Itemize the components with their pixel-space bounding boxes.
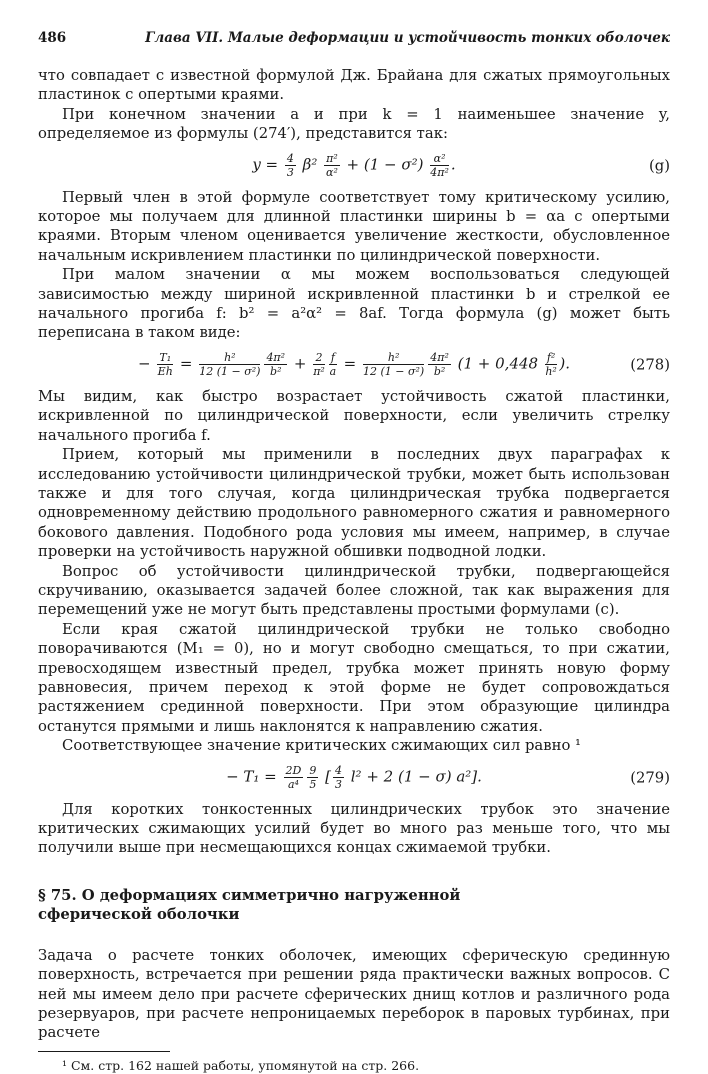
section-heading-line-2: сферической оболочки	[38, 905, 240, 923]
equation-278	[38, 343, 670, 387]
paragraph-6: Прием, который мы применили в последних двух параграфах к исследованию устойчивости цилиндрической трубки, может быть использован также и для того случая, когда цилиндрическая трубка подвергается одновременному действию продольного равномерного сжатия и равномерного бокового давления. Подобного рода условия мы имеем, например, в случае проверки на устойчивость наружной обшивки подводной лодки.	[38, 446, 670, 561]
equation-278-body: − $\frac{\text{T₁}}{Eh}$ = $\frac{\text{h²}}{\text{12 (1 − σ²)}}$ $\frac{\text{4π²}}{\text{b²}}$ + $\frac{2}{\text{π²}}$ $\frac{f}{a}$ = $\frac{\text{h²}}{\text{12 (1 − σ²)}}$ $\frac{\text{4π²}}{\text{b²}}$ (1 + 0,448 $\frac{\text{f²}}{\text{h²}}$ ).	[138, 351, 570, 379]
section-heading-line-1: § 75. О деформациях симметрично нагруженной	[38, 886, 461, 904]
page	[38, 30, 670, 1074]
equation-278-tag: (278)	[630, 356, 670, 374]
equation-279-body: − T₁ = $\frac{2D}{\text{a⁴}}$ $\frac{9}{5}$ [ $\frac{4}{3}$ l² + 2 (1 − σ) a²].	[226, 764, 482, 792]
paragraph-3: Первый член в этой формуле соответствует тому критическому усилию, которое мы получаем для длинной пластинки ширины b = αa с опертыми краями. Вторым членом оценивается увеличение жесткости, обусловленное начальным искривлением пластинки по цилиндрической поверхности.	[38, 188, 670, 264]
equation-g-tag: (g)	[648, 157, 670, 175]
paragraph-2: При конечном значении a и при k = 1 наименьшее значение y, определяемое из формулы (274′), представится так:	[38, 105, 670, 143]
paragraph-1: что совпадает с известной формулой Дж. Брайана для сжатых прямоугольных пластинок с опертыми краями.	[38, 67, 670, 104]
paragraph-9: Соответствующее значение критических сжимающих сил равно ¹	[62, 737, 581, 755]
paragraph-11: Задача о расчете тонких оболочек, имеющих сферическую срединную поверхность, встречается при решении ряда практически важных вопросов. С ней мы имеем дело при расчете сферических днищ котлов и различного рода резервуаров, при расчете непроницаемых переборок в паровых турбинах, при расчете	[38, 946, 670, 1042]
running-title: Глава VII. Малые деформации и устойчивость тонких оболочек	[145, 30, 670, 46]
paragraph-7: Вопрос об устойчивости цилиндрической трубки, подвергающейся скручиванию, оказывается задачей более сложной, так как выражения для перемещений уже не могут быть представлены простыми формулами (c).	[38, 562, 670, 619]
paragraph-4: При малом значении α мы можем воспользоваться следующей зависимостью между шириной искривленной пластинки b и стрелкой ее начального прогиба f: b² = a²α² = 8af. Тогда формула (g) может быть переписана в таком виде:	[38, 266, 670, 342]
equation-g-body: y = $\frac{4}{3}$ β² $\frac{\text{π²}}{\text{α²}}$ + (1 − σ²) $\frac{\text{α²}}{\text{4π²}}$ .	[252, 152, 456, 180]
equation-279	[38, 756, 670, 800]
paragraph-8: Если края сжатой цилиндрической трубки не только свободно поворачиваются (M₁ = 0), но и могут свободно смещаться, то при сжатии, превосходящем известный предел, трубка может принять новую форму равновесия, причем переход к этой форме не будет сопровождаться растяжением срединной поверхности. При этом образующие цилиндра останутся прямыми и лишь наклонятся к направлению сжатия.	[38, 620, 670, 735]
equation-279-tag: (279)	[630, 769, 670, 787]
footnote: ¹ См. стр. 162 нашей работы, упомянутой на стр. 266.	[62, 1057, 420, 1073]
paragraph-5: Мы видим, как быстро возрастает устойчивость сжатой пластинки, искривленной по цилиндрической поверхности, если увеличить стрелку начального прогиба f.	[38, 387, 670, 444]
page-number: 486	[38, 30, 67, 46]
equation-g	[38, 144, 670, 188]
page-header	[38, 30, 670, 52]
paragraph-10: Для коротких тонкостенных цилиндрических трубок это значение критических сжимающих усилий будет во много раз меньше того, что мы получили выше при несмещающихся концах сжимаемой трубки.	[38, 800, 670, 857]
